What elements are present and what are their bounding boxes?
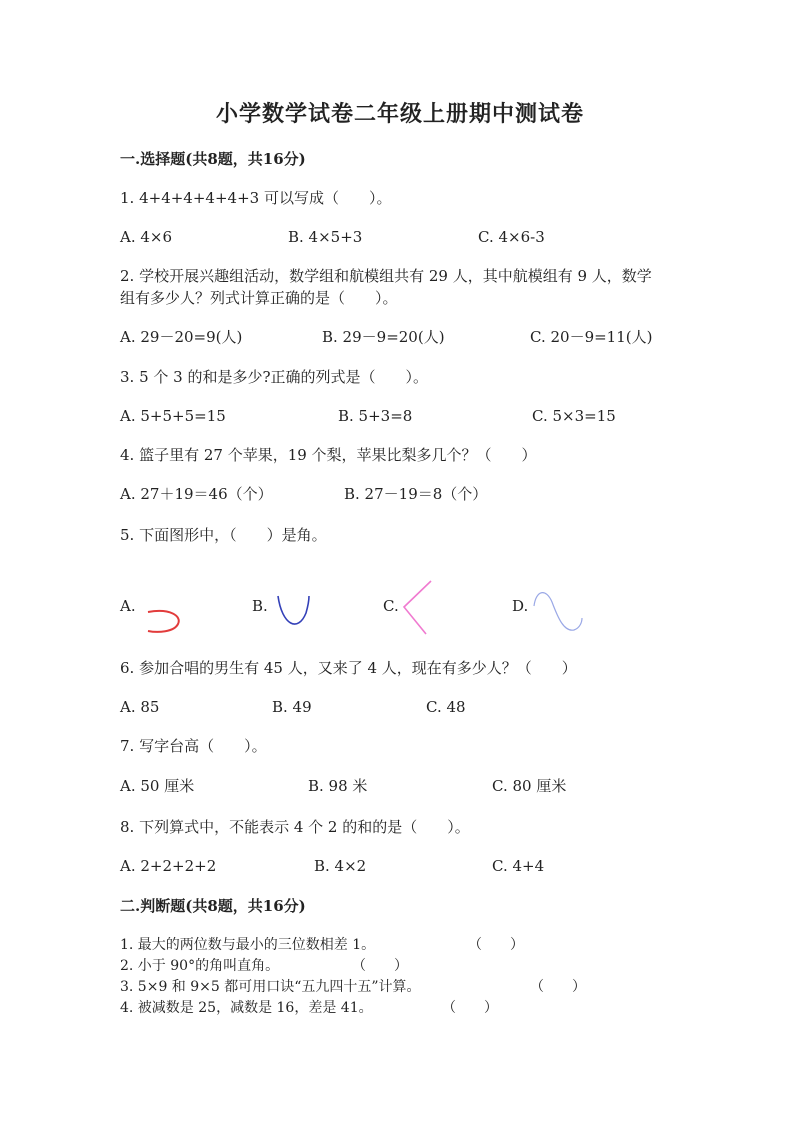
q2-option-b: B. 29－9=20(人)	[322, 328, 445, 346]
question-6: 6. 参加合唱的男生有 45 人，又来了 4 人，现在有多少人？（ ）	[120, 659, 577, 677]
q5-option-a: A.	[120, 597, 136, 615]
q7-option-c: C. 80 厘米	[492, 777, 567, 795]
q3-option-a: A. 5+5+5=15	[120, 407, 226, 425]
question-4: 4. 篮子里有 27 个苹果，19 个梨，苹果比梨多几个？（ ）	[120, 446, 537, 464]
judge-item-1: 1. 最大的两位数与最小的三位数相差 1。	[120, 937, 376, 953]
section-heading-judgement: 二.判断题(共8题，共16分)	[120, 897, 306, 915]
q6-option-c: C. 48	[426, 698, 466, 716]
judge-item-3: 3. 5×9 和 9×5 都可用口诀“五九四十五”计算。	[120, 979, 421, 995]
question-1: 1. 4+4+4+4+4+3 可以写成（ ）。	[120, 189, 392, 207]
page-title: 小学数学试卷二年级上册期中测试卷	[215, 101, 584, 127]
q8-option-c: C. 4+4	[492, 857, 545, 875]
q2-option-c: C. 20－9=11(人)	[530, 328, 653, 346]
question-8: 8. 下列算式中，不能表示 4 个 2 的和的是（ ）。	[120, 818, 470, 836]
question-5: 5. 下面图形中，（ ）是角。	[120, 526, 327, 544]
judge-item-1-paren: （ ）	[468, 937, 524, 953]
q7-option-b: B. 98 米	[308, 777, 368, 795]
q1-option-b: B. 4×5+3	[288, 228, 363, 246]
q5-option-d: D.	[512, 597, 529, 615]
shape-b-parabola-figure	[270, 593, 320, 633]
q5-option-b: B.	[252, 597, 268, 615]
question-7: 7. 写字台高（ ）。	[120, 737, 267, 755]
q2-option-a: A. 29－20=9(人)	[120, 328, 243, 346]
judge-item-2-paren: （ ）	[352, 958, 408, 974]
q6-option-b: B. 49	[272, 698, 312, 716]
q1-option-a: A. 4×6	[120, 228, 173, 246]
q1-option-c: C. 4×6-3	[478, 228, 545, 246]
q8-option-a: A. 2+2+2+2	[120, 857, 217, 875]
q3-option-b: B. 5+3=8	[338, 407, 413, 425]
q6-option-a: A. 85	[120, 698, 160, 716]
judge-item-4: 4. 被减数是 25，减数是 16，差是 41。	[120, 1000, 373, 1016]
judge-item-4-paren: （ ）	[442, 1000, 498, 1016]
q4-option-b: B. 27－19＝8（个）	[344, 485, 488, 503]
q8-option-b: B. 4×2	[314, 857, 367, 875]
q5-option-c: C.	[383, 597, 399, 615]
judge-item-2: 2. 小于 90°的角叫直角。	[120, 958, 280, 974]
shape-a-curve-figure	[140, 606, 190, 636]
question-3: 3. 5 个 3 的和是多少?正确的列式是（ ）。	[120, 368, 429, 386]
judge-item-3-paren: （ ）	[530, 979, 586, 995]
section-heading-choice: 一.选择题(共8题，共16分)	[120, 150, 306, 168]
question-2-line-2: 组有多少人？列式计算正确的是（ ）。	[120, 289, 398, 307]
question-2-line-1: 2. 学校开展兴趣组活动，数学组和航模组共有 29 人，其中航模组有 9 人，数学	[120, 267, 652, 285]
q7-option-a: A. 50 厘米	[120, 777, 195, 795]
shape-d-wave-figure	[530, 586, 590, 636]
q3-option-c: C. 5×3=15	[532, 407, 616, 425]
shape-c-angle-figure	[398, 578, 438, 638]
q4-option-a: A. 27＋19＝46（个）	[120, 485, 273, 503]
